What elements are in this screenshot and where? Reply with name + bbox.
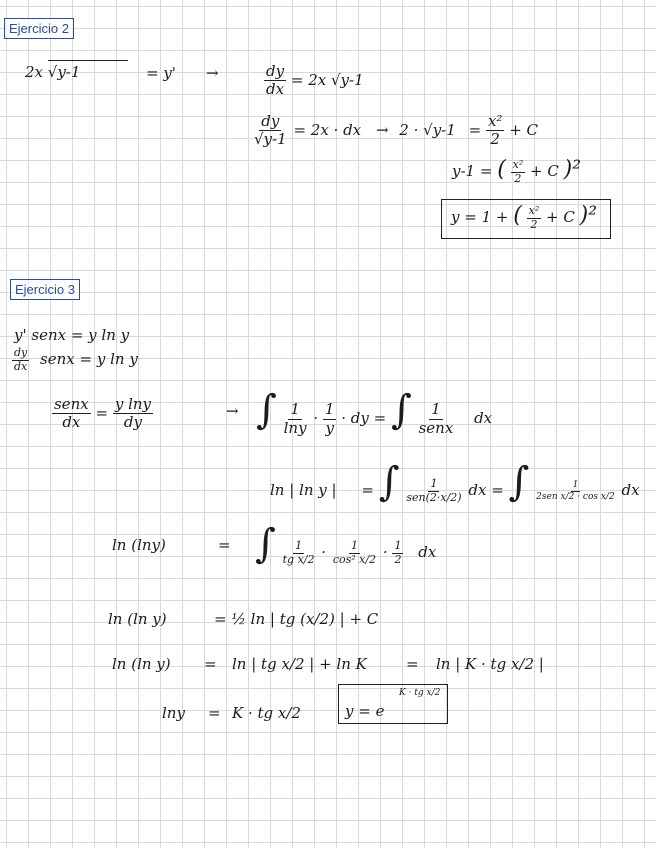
- ex3-l2-den: dx: [14, 359, 28, 373]
- ex3-l6-right: = ½ ln | tg (x/2) | + C: [214, 610, 379, 628]
- ex3-l5-f2n: 1: [350, 538, 358, 552]
- ex3-l3-den2: dy: [123, 413, 142, 432]
- ex3-l3-f1d: lny: [283, 418, 307, 437]
- ex3-l5-dot2: ·: [382, 543, 388, 561]
- ex3-l4-dx: dx =: [468, 481, 504, 499]
- ex3-l3-arrow: →: [226, 402, 239, 420]
- ex2-eq3-integ: 2 · √y-1: [399, 120, 456, 139]
- ex2-eq3-xnum: x²: [487, 112, 503, 130]
- ex2-eq3: [252, 113, 538, 149]
- ex3-l3-dx: dx: [474, 409, 493, 427]
- ex3-l5-left: ln (lny): [112, 536, 166, 554]
- ex2-eq2-num: dy: [266, 62, 285, 80]
- ex2-eq4-open: (: [497, 157, 506, 183]
- ex2-eq2-den: dx: [266, 80, 285, 99]
- ex3-line3-right: [256, 387, 493, 437]
- ex2-ans-close: )²: [579, 203, 598, 229]
- ex3-l3-f3n: 1: [431, 400, 441, 419]
- ex2-sqrt-overline: [48, 60, 128, 61]
- ex2-eq4-close: )²: [563, 157, 582, 183]
- ex2-eq3-den: √y-1: [254, 130, 287, 149]
- ex2-ans-c: + C: [546, 208, 575, 227]
- ex3-l4-dx2: dx: [621, 481, 640, 499]
- ex3-l5-eq: =: [218, 536, 231, 554]
- ex3-l8-eq: =: [208, 704, 221, 722]
- ex3-l3-den1: dx: [62, 413, 81, 432]
- integral-sign: ∫: [256, 387, 277, 433]
- ex3-line5: [255, 521, 437, 567]
- ex3-l4-f1n: 1: [430, 476, 438, 490]
- ex3-l4-f1d: sen(2·x/2): [406, 490, 462, 504]
- ex2-eq3-arrow: →: [375, 120, 389, 139]
- ex3-l7-eq1: =: [204, 655, 217, 673]
- ex3-l4-eq: =: [361, 481, 374, 499]
- ex3-l4-f2d: 2sen x/2 · cos x/2: [536, 491, 615, 502]
- ex3-l3-num2: y lny: [114, 395, 152, 413]
- ex2-eq3-xden: 2: [490, 130, 500, 149]
- ex3-l5-f1d: tg x/2: [282, 552, 315, 566]
- ex3-l5-f3n: 1: [394, 538, 402, 552]
- ex3-l7-right: ln | K · tg x/2 |: [436, 655, 544, 673]
- ex3-l3-eq: =: [95, 403, 109, 422]
- ex3-l5-dot: ·: [321, 543, 327, 561]
- ex2-eq4: [452, 159, 581, 185]
- ex2-ans-open: (: [513, 203, 522, 229]
- ex2-eq3-mid: = 2x · dx: [293, 120, 362, 139]
- ex2-ans-xnum: x²: [528, 204, 540, 217]
- ex3-l6-left: ln (ln y): [108, 610, 167, 628]
- ex3-l5-f2d: cos² x/2: [332, 552, 377, 566]
- ex3-l7-left: ln (ln y): [112, 655, 171, 673]
- ex3-line4: [270, 459, 640, 505]
- ex2-eq3-num: dy: [261, 112, 280, 130]
- ex3-l5-f3d: 2: [394, 552, 402, 566]
- integral-sign: ∫: [508, 459, 530, 505]
- ex2-eq4-c: + C: [530, 162, 559, 181]
- ex3-l7-mid: ln | tg x/2 | + ln K: [232, 655, 367, 673]
- ex2-eq4-left: y-1: [452, 162, 476, 181]
- ex3-l3-f3d: senx: [418, 418, 454, 437]
- integral-sign: ∫: [378, 459, 400, 505]
- ex3-l2-num: dy: [14, 346, 28, 359]
- ex2-eq4-eq: =: [479, 162, 493, 181]
- ex2-ans-left: y = 1 +: [451, 208, 509, 227]
- integral-sign: ∫: [390, 387, 412, 433]
- ex3-line3-left: [52, 396, 153, 432]
- ex3-l2-rest: senx = y ln y: [40, 350, 138, 369]
- ex2-eq1-left: 2x √y-1: [25, 63, 81, 81]
- exercise3-heading: Ejercicio 3: [10, 279, 80, 300]
- ex3-l4-f2n: 1: [572, 480, 579, 491]
- ex3-l3-dy: · dy =: [341, 409, 387, 427]
- ex3-l8-left: lny: [162, 704, 185, 722]
- ex2-eq1-right: = y': [146, 64, 176, 82]
- ex3-l5-f1n: 1: [295, 538, 303, 552]
- ex2-eq2: [264, 63, 364, 99]
- ex3-l3-f2d: y: [325, 418, 334, 437]
- ex2-arrow: →: [206, 64, 219, 82]
- ex3-l3-dot: ·: [313, 409, 319, 427]
- ex2-eq3-c: + C: [509, 120, 539, 139]
- ex2-eq2-rhs: = 2x √y-1: [290, 70, 364, 89]
- ex3-ans-base: y = e: [345, 702, 385, 720]
- ex3-line1: y' senx = y ln y: [14, 326, 130, 344]
- ex2-eq4-xnum: x²: [512, 158, 524, 171]
- ex3-l3-f2n: 1: [324, 400, 335, 419]
- integral-sign: ∫: [255, 521, 276, 567]
- ex3-line2: [12, 347, 138, 373]
- ex3-l3-f1n: 1: [290, 400, 300, 419]
- ex2-eq4-xden: 2: [514, 171, 522, 185]
- exercise2-heading: Ejercicio 2: [4, 18, 74, 39]
- ex3-ans-exp: K · tg x/2: [399, 688, 441, 698]
- ex2-eq3-eq: =: [468, 120, 482, 139]
- ex3-l5-dx: dx: [418, 543, 437, 561]
- ex2-ans-xden: 2: [530, 217, 538, 231]
- ex2-answer: [451, 205, 597, 231]
- ex3-l3-num1: senx: [54, 395, 89, 413]
- ex3-l7-eq2: =: [406, 655, 419, 673]
- ex3-l8-right: K · tg x/2: [232, 704, 301, 722]
- ex3-l4-left: ln | ln y |: [270, 481, 337, 499]
